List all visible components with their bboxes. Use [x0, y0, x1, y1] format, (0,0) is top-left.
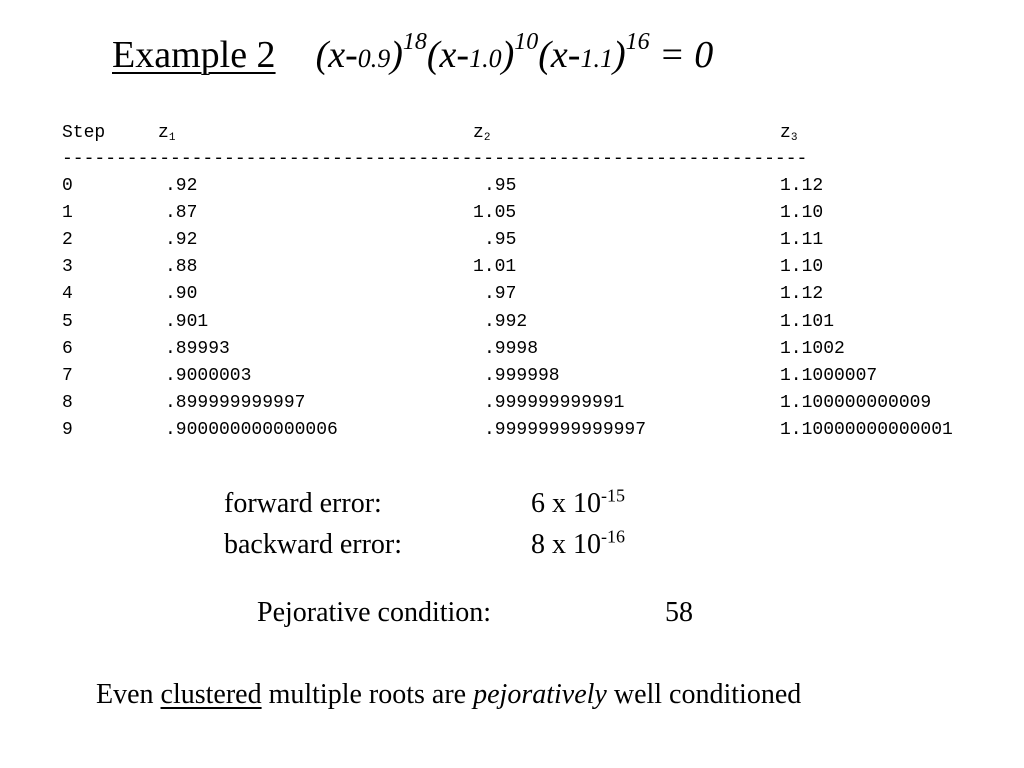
row-7-z2: .999998 — [484, 366, 560, 386]
row-3-z1: .88 — [165, 257, 198, 277]
row-7-z1: .9000003 — [165, 366, 252, 386]
table-separator: --------------------------------------------------------------------- — [62, 150, 808, 168]
row-4-z1: .90 — [165, 284, 198, 304]
factor3-open: (x- — [538, 34, 581, 76]
factor3-close: ) — [612, 34, 626, 76]
row-9-step: 9 — [62, 420, 73, 440]
conclusion-underlined: clustered — [160, 679, 262, 710]
header-z3-sub: 3 — [790, 132, 798, 144]
row-1-z3: 1.10 — [780, 203, 824, 223]
row-5-step: 5 — [62, 312, 73, 332]
header-z2 — [473, 124, 490, 142]
polynomial-equation — [315, 29, 714, 76]
factor1-open: (x- — [315, 34, 358, 76]
row-1-step: 1 — [62, 203, 73, 223]
row-9-z2: .99999999999997 — [484, 420, 647, 440]
equation-rhs: = 0 — [649, 34, 714, 76]
example-label: Example 2 — [112, 34, 276, 76]
row-8-z1: .899999999997 — [165, 393, 306, 413]
row-4-z3: 1.12 — [780, 284, 824, 304]
row-2-z1: .92 — [165, 230, 198, 250]
row-7-step: 7 — [62, 366, 73, 386]
row-2-z3: 1.11 — [780, 230, 824, 250]
forward-error-exponent: -15 — [601, 485, 625, 506]
backward-error-exponent: -16 — [601, 526, 625, 547]
factor1-exponent: 18 — [402, 29, 427, 56]
header-z3 — [780, 124, 797, 142]
row-4-z2: .97 — [484, 284, 517, 304]
row-0-z3: 1.12 — [780, 176, 824, 196]
factor3-exponent: 16 — [625, 29, 650, 56]
row-0-z2: .95 — [484, 176, 517, 196]
factor2-open: (x- — [426, 34, 470, 76]
row-3-z2: 1.01 — [473, 257, 517, 277]
factor3-root: 1.1 — [580, 44, 613, 73]
header-z1 — [158, 124, 175, 142]
row-5-z2: .992 — [484, 312, 528, 332]
row-0-step: 0 — [62, 176, 73, 196]
factor2-close: ) — [501, 34, 515, 76]
conclusion-italic: pejoratively — [473, 679, 607, 710]
row-8-step: 8 — [62, 393, 73, 413]
row-1-z2: 1.05 — [473, 203, 517, 223]
row-5-z1: .901 — [165, 312, 209, 332]
row-6-z1: .89993 — [165, 339, 230, 359]
row-9-z1: .900000000000006 — [165, 420, 338, 440]
header-z1-base: z — [158, 123, 169, 143]
row-1-z1: .87 — [165, 203, 198, 223]
row-6-z3: 1.1002 — [780, 339, 845, 359]
slide-title — [112, 29, 714, 76]
conclusion-part3: well conditioned — [606, 679, 802, 710]
header-z2-base: z — [473, 123, 484, 143]
row-8-z3: 1.100000000009 — [780, 393, 932, 413]
header-z2-sub: 2 — [483, 132, 491, 144]
row-8-z2: .999999999991 — [484, 393, 625, 413]
row-2-z2: .95 — [484, 230, 517, 250]
header-z1-sub: 1 — [168, 132, 176, 144]
forward-error-label: forward error: — [224, 488, 382, 519]
row-7-z3: 1.1000007 — [780, 366, 878, 386]
forward-error-mantissa: 6 x 10 — [531, 488, 601, 519]
row-9-z3: 1.10000000000001 — [780, 420, 953, 440]
row-6-step: 6 — [62, 339, 73, 359]
row-3-step: 3 — [62, 257, 73, 277]
forward-error-value — [531, 485, 625, 519]
factor2-exponent: 10 — [514, 29, 539, 56]
row-6-z2: .9998 — [484, 339, 539, 359]
conclusion-sentence — [96, 681, 801, 709]
header-z3-base: z — [780, 123, 791, 143]
pejorative-condition-label: Pejorative condition: — [257, 597, 492, 628]
factor1-root: 0.9 — [357, 44, 391, 73]
header-step: Step — [62, 123, 106, 143]
row-2-step: 2 — [62, 230, 73, 250]
pejorative-condition-value: 58 — [665, 597, 693, 628]
factor2-root: 1.0 — [469, 44, 502, 73]
row-4-step: 4 — [62, 284, 73, 304]
conclusion-part1: Even — [96, 679, 161, 710]
row-5-z3: 1.101 — [780, 312, 835, 332]
conclusion-part2: multiple roots are — [261, 679, 474, 710]
row-3-z3: 1.10 — [780, 257, 824, 277]
backward-error-value — [531, 526, 625, 560]
row-0-z1: .92 — [165, 176, 198, 196]
backward-error-mantissa: 8 x 10 — [531, 529, 601, 560]
factor1-close: ) — [390, 34, 403, 76]
backward-error-label: backward error: — [224, 529, 403, 560]
